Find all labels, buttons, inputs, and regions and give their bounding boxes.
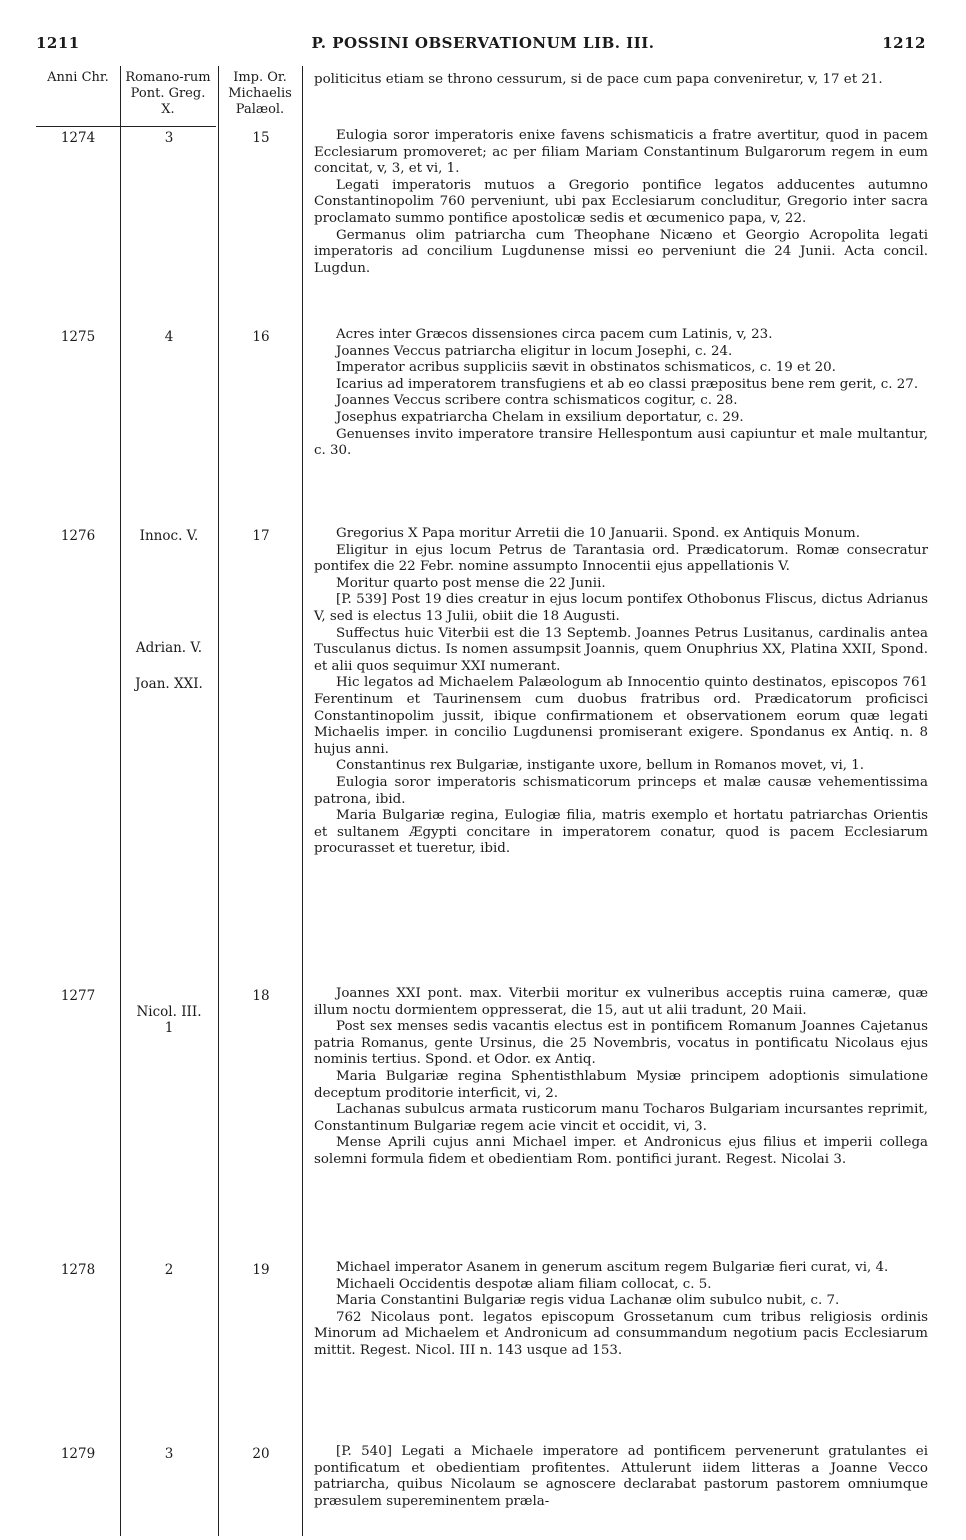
year-1276: 1276: [60, 528, 96, 544]
column-divider-3: [302, 66, 303, 1536]
year-1275: 1275: [60, 329, 96, 345]
entry-1277: Joannes XXI pont. max. Viterbii moritur ex vulneribus acceptis ruina cameræ, quæ illum noctu dormientem oppresserat, die 15, aut ut alii tradunt, 20 Maii. Post sex menses sedis vacantis electus est in pontificem Romanum Joannes Cajetanus patria Romanus, gente Ursinus, die 25 Novembris, vocatus in pontificatu Nicolaus ejus nominis tertius. Spond. et Odor. ex Antiq. Maria Bulgariæ regina Sphentisthlabum Mysiæ principem adoptionis simulatione deceptum proditorie interficit, vi, 2. Lachanas subulcus armata rusticorum manu Tocharos Bulgariam incursantes reprimit, Constantinum Bulgariæ regem acie vincit et occidit, vi, 3. Mense Aprili cujus anni Michael imper. et Andronicus ejus filius et imperii collega solemni formula fidem et obedientiam Rom. pontifici jurant. Regest. Nicolai 3.: [314, 986, 928, 1167]
pope-john-xxi: Joan. XXI.: [135, 676, 203, 692]
entry-1274: Eulogia soror imperatoris enixe favens schismaticis a fratre avertitur, quod in pacem Ecclesiarum promoveret; ac per filiam Mariam Constantinum Bulgarorum regem in eum concitat, v, 3, et vi, 1. Legati imperatoris mutuos a Gregorio pontifice legatos adducentes autumno Constantinopolim 760 perveniunt, ubi pax Ecclesiarum concluditur, Gregorio inter sacra proclamato summo pontifice apostolicæ sedis et œcumenico papa, v, 22. Germanus olim patriarcha cum Theophane Nicæno et Georgio Acropolita legati imperatoris ad concilium Lugdunense missi eo perveniunt die 24 Junii. Acta concil. Lugdun.: [314, 128, 928, 276]
imperial-year: 20: [252, 1446, 270, 1462]
pontificate-year: 1: [164, 1020, 174, 1036]
imperial-year: 17: [252, 528, 270, 544]
intro-text: politicitus etiam se throno cessurum, si de pace cum papa conveniretur, v, 17 et 21.: [314, 72, 883, 87]
pope-innocent-v: Innoc. V.: [139, 528, 199, 544]
imperial-year: 18: [252, 988, 270, 1004]
entry-1276: Gregorius X Papa moritur Arretii die 10 Januarii. Spond. ex Antiquis Monum. Eligitur in ejus locum Petrus de Tarantasia ord. Prædicatorum. Romæ consecratur pontifex die 22 Febr. nomine assumpto Innocentii ejus appellationis V. Moritur quarto post mense die 22 Junii. [P. 539] Post 19 dies creatur in ejus locum pontifex Othobonus Fliscus, dictus Adrianus V, sed is electus 13 Julii, obiit die 18 Augusti. Suffectus huic Viterbii est die 13 Septemb. Joannes Petrus Lusitanus, cardinalis antea Tusculanus dictus. Is nomen assumpsit Joannis, quem Onuphrius XX, Platina XXII, Spond. et alii quos sequimur XXI numerant. Hic legatos ad Michaelem Palæologum ab Innocentio quinto destinatos, episcopos 761 Ferentinum et Taurinensem cum duobus fratribus ord. Prædicatorum proficisci Constantinopolim jussit, ibique confirmationem et observationem eorum quæ legati Michaelis imper. in concilio Lugdunensi promiserant exigere. Spondanus ex Antiq. n. 8 hujus anni. Constantinus rex Bulgariæ, instigante uxore, bellum in Romanos movet, vi, 1. Eulogia soror imperatoris schismaticorum princeps et malæ causæ vehementissima patrona, ibid. Maria Bulgariæ regina, Eulogiæ filia, matris exemplo et hortatu patriarchas Orientis et sultanem Ægypti concitare in imperatorem conatur, quod is pacem Ecclesiarum procurasset et tueretur, ibid.: [314, 526, 928, 857]
column-head-romanorum: Romano-rum Pont. Greg. X.: [125, 70, 211, 117]
pontificate-year: 2: [164, 1262, 174, 1278]
column-head-imperator: Imp. Or. Michaelis Palæol.: [228, 70, 292, 117]
pontificate-year: 4: [164, 329, 174, 345]
imperial-year: 16: [252, 329, 270, 345]
pope-nicholas-iii: Nicol. III.: [136, 1004, 202, 1020]
column-divider-1: [120, 66, 121, 1536]
pope-adrian-v: Adrian. V.: [135, 640, 203, 656]
pontificate-year: 3: [164, 1446, 174, 1462]
imperial-year: 19: [252, 1262, 270, 1278]
imperial-year: 15: [252, 130, 270, 146]
year-1274: 1274: [60, 130, 96, 146]
entry-1275: Acres inter Græcos dissensiones circa pacem cum Latinis, v, 23. Joannes Veccus patriarcha eligitur in locum Josephi, c. 24. Imperator acribus suppliciis sævit in obstinatos schismaticos, c. 19 et 20. Icarius ad imperatorem transfugiens et ab eo classi præpositus bene rem gerit, c. 27. Joannes Veccus scribere contra schismaticos cogitur, c. 28. Josephus expatriarcha Chelam in exsilium deportatur, c. 29. Genuenses invito imperatore transire Hellespontum ausi capiuntur et male multantur, c. 30.: [314, 327, 928, 459]
year-1277: 1277: [60, 988, 96, 1004]
year-1278: 1278: [60, 1262, 96, 1278]
entry-1278: Michael imperator Asanem in generum ascitum regem Bulgariæ fieri curat, vi, 4. Michaeli Occidentis despotæ aliam filiam collocat, c. 5. Maria Constantini Bulgariæ regis vidua Lachanæ olim subulco nubit, c. 7. 762 Nicolaus pont. legatos episcopum Grossetanum cum tribus religiosis ordinis Minorum ad Michaelem et Andronicum ad consummandum negotium pacis Ecclesiarum mittit. Regest. Nicol. III n. 143 usque ad 153.: [314, 1260, 928, 1358]
year-1279: 1279: [60, 1446, 96, 1462]
page-number-left: 1211: [36, 34, 80, 52]
page-number-right: 1212: [882, 34, 926, 52]
column-head-anni: Anni Chr.: [47, 70, 109, 85]
header-rule: [36, 126, 216, 127]
pontificate-year: 3: [164, 130, 174, 146]
entry-1279: [P. 540] Legati a Michaele imperatore ad pontificem pervenerunt gratulantes ei pontificatum et obedientiam profitentes. Attulerunt iidem litteras a Joanne Vecco patriarcha, quibus Nicolaum se agnoscere declarabat pastorum pastorem omniumque præsulem supereminentem præla-: [314, 1444, 928, 1509]
column-divider-2: [218, 66, 219, 1536]
running-title: P. POSSINI OBSERVATIONUM LIB. III.: [311, 34, 655, 52]
